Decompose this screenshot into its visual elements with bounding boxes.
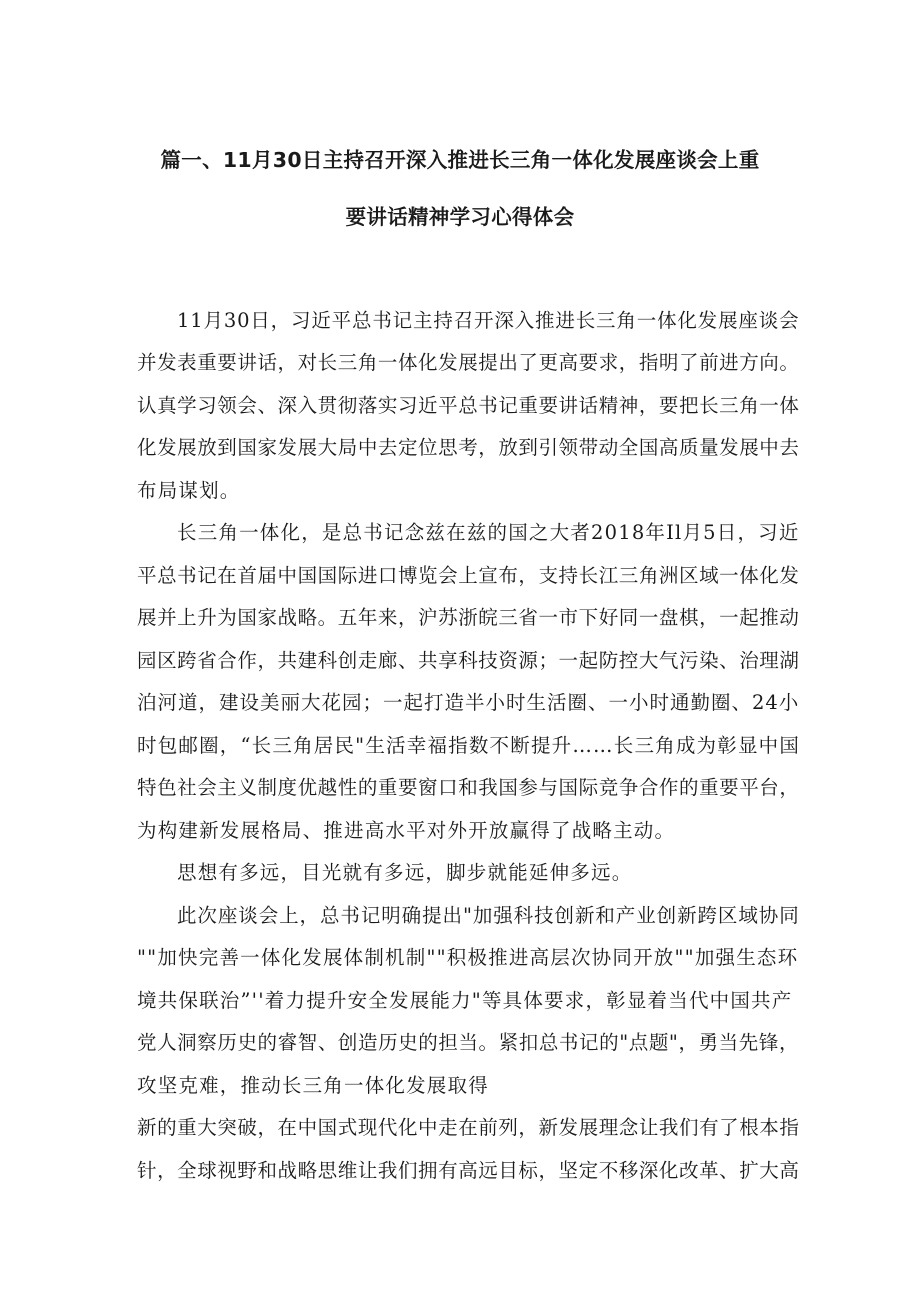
body-line: 特色社会主义制度优越性的重要窗口和我国参与国际竞争合作的重要平台， xyxy=(137,776,800,799)
body-line: ""加快完善一体化发展体制机制""积极推进高层次协同开放""加强生态环 xyxy=(137,946,799,969)
body-line: 攻坚克难，推动长三角一体化发展取得 xyxy=(137,1074,489,1097)
body-line: 布局谋划。 xyxy=(137,479,241,502)
body-line: 为构建新发展格局、推进高水平对外开放赢得了战略主动。 xyxy=(137,819,676,842)
body-line: 新的重大突破，在中国式现代化中走在前列，新发展理念让我们有了根本指 xyxy=(137,1116,800,1139)
body-line: 并发表重要讲话，对长三角一体化发展提出了更高要求，指明了前进方向。 xyxy=(137,351,800,374)
body-line: 平总书记在首届中国国际进口博览会上宣布，支持长江三角洲区域一体化发 xyxy=(137,564,800,587)
body-line: 思想有多远，目光就有多远，脚步就能延伸多远。 xyxy=(177,861,633,884)
body-line: 化发展放到国家发展大局中去定位思考，放到引领带动全国高质量发展中去 xyxy=(137,436,800,459)
body-line: 长三角一体化，是总书记念兹在兹的国之大者2018年Il月5日，习近 xyxy=(177,521,800,544)
body-line: 境共保联治”''着力提升安全发展能力"等具体要求，彰显着当代中国共产 xyxy=(137,989,793,1012)
body-line: 针，全球视野和战略思维让我们拥有高远目标，坚定不移深化改革、扩大高 xyxy=(137,1159,800,1182)
body-line: 泊河道，建设美丽大花园；一起打造半小时生活圈、一小时通勤圈、24小 xyxy=(137,691,800,714)
body-line: 时包邮圈，“长三角居民"生活幸福指数不断提升……长三角成为彰显中国 xyxy=(137,734,801,757)
body-line: 党人洞察历史的睿智、创造历史的担当。紧扣总书记的"点题"，勇当先锋， xyxy=(137,1031,800,1054)
body-line: 园区跨省合作，共建科创走廊、共享科技资源；一起防控大气污染、治理湖 xyxy=(137,649,800,672)
document-title-line-1: 篇一、11月30日主持召开深入推进长三角一体化发展座谈会上重 xyxy=(160,148,760,172)
body-line: 此次座谈会上，总书记明确提出"加强科技创新和产业创新跨区域协同 xyxy=(177,904,800,927)
document-title-line-2: 要讲话精神学习心得体会 xyxy=(345,205,575,229)
body-line: 认真学习领会、深入贯彻落实习近平总书记重要讲话精神，要把长三角一体 xyxy=(137,394,800,417)
body-line: 11月30日，习近平总书记主持召开深入推进长三角一体化发展座谈会 xyxy=(177,309,800,332)
body-line: 展并上升为国家战略。五年来，沪苏浙皖三省一市下好同一盘棋，一起推动 xyxy=(137,606,800,629)
